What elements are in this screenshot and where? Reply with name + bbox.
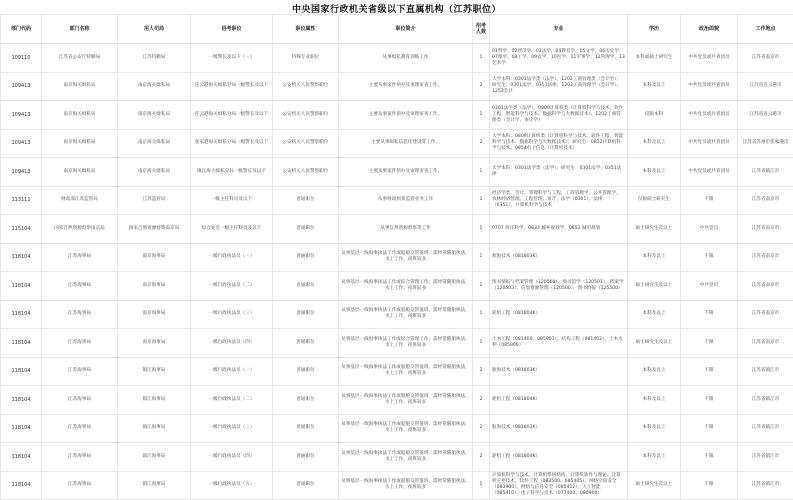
cell-education: 硕士研究生及以上 <box>628 215 681 244</box>
cell-major: 计算机科学与技术、计算机系统结构、计算机软件与理论、计算机应用技术、软件工程（083500、085405）、网络空间安全（083900）、网络与信息安全（085412）、人工智能（085410）、电子科学与技术（077400、080900） <box>490 471 628 500</box>
cell-employer-bureau: 镇江海事局 <box>118 443 191 472</box>
cell-work-location: 江苏省南京市 <box>738 329 793 358</box>
cell-position: 一级行政执法员（二） <box>191 272 273 301</box>
cell-employer-bureau: 南京海事局 <box>118 243 191 272</box>
cell-position: 一级行政执法员（三） <box>191 300 273 329</box>
table-row <box>1 186 793 215</box>
cell-major: 轮机工程（081804K） <box>490 386 628 415</box>
cell-education: 硕士研究生及以上 <box>628 272 681 301</box>
cell-department-name: 南京海关缉私局 <box>42 158 118 187</box>
cell-political-status: 不限 <box>681 386 738 415</box>
cell-position-type: 普通职位 <box>273 215 339 244</box>
cell-major: 轮机工程（081804K） <box>490 443 628 472</box>
page-title: 中央国家行政机关省级以下直属机构（江苏职位） <box>291 5 501 15</box>
cell-major: 轮机工程（081804K） <box>490 300 628 329</box>
cell-employer-bureau: 南京海关缉私局 <box>118 101 191 130</box>
cell-education: 本科或硕士研究生 <box>628 44 681 73</box>
cell-department-name: 江苏海事局 <box>42 329 118 358</box>
cell-position-description: 主要从事案件侦办及审理审查工作。 <box>339 158 473 187</box>
cell-position-description: 从事基层一线海事执法工作或综合管理工作，需经常随船执法，水上工作，夜班较多 <box>339 329 473 358</box>
cell-major: 航海技术（081803K） <box>490 357 628 386</box>
cell-headcount: 1 <box>473 300 490 329</box>
cell-position: 一级行政执法员（一） <box>191 357 273 386</box>
cell-headcount: 1 <box>473 158 490 187</box>
cell-headcount: 2 <box>473 357 490 386</box>
cell-position-description: 从事自然资源督察等工作 <box>339 215 473 244</box>
table-row <box>1 443 793 472</box>
cell-work-location: 江苏省南京市 <box>738 300 793 329</box>
cell-work-location: 江苏省连云港市 <box>738 72 793 101</box>
cell-department-name: 国家自然资源督察南京局 <box>42 215 118 244</box>
cell-headcount: 1 <box>473 243 490 272</box>
cell-position-type: 普通职位 <box>273 443 339 472</box>
cell-education: 硕士研究生及以上 <box>628 471 681 500</box>
cell-position: 一级行政执法员（四） <box>191 443 273 472</box>
cell-work-location: 江苏省南京市 <box>738 272 793 301</box>
cell-education: 硕士研究生及以上 <box>628 329 681 358</box>
cell-position-description: 从事基层一线海事执法工作或综合管理工作，需经常随船执法，水上工作，夜班较多 <box>339 272 473 301</box>
cell-headcount: 1 <box>473 215 490 244</box>
cell-political-status: 中共党员或共青团员 <box>681 72 738 101</box>
cell-employer-bureau: 南京海事局 <box>118 300 191 329</box>
cell-headcount: 1 <box>473 329 490 358</box>
cell-position-description: 从事基层一线海事执法工作或船舶交管值班，需经常随船执法，水上工作，夜班较多 <box>339 386 473 415</box>
cell-education: 仅限本科 <box>628 101 681 130</box>
cell-work-location: 江苏省南京市 <box>738 44 793 73</box>
cell-work-location: 江苏省镇江市 <box>738 471 793 500</box>
cell-employer-bureau: 南京海关缉私局 <box>118 158 191 187</box>
cell-department-name: 江苏省公安厅特勤局 <box>42 44 118 73</box>
cell-political-status: 中共党员或共青团员 <box>681 101 738 130</box>
cell-position-description: 主要从事案件侦办及审理审查工作。 <box>339 101 473 130</box>
cell-department-code: 109413 <box>1 72 42 101</box>
cell-department-name: 江苏海事局 <box>42 357 118 386</box>
header-department-name: 部门名称 <box>42 15 118 44</box>
cell-position-description: 从事基层一线海事执法工作或船舶交管值班，需经常随船执法，水上工作，夜班较多 <box>339 471 473 500</box>
table-row <box>1 386 793 415</box>
cell-employer-bureau: 南京海关缉私局 <box>118 72 191 101</box>
cell-position-description: 从事缉私教育训练工作 <box>339 44 473 73</box>
cell-major: 0707 海洋科学、0833 城乡规划学、0853 城市规划 <box>490 215 628 244</box>
cell-work-location: 江苏省苏州市张家港市 <box>738 129 793 158</box>
cell-position-description: 从事基层一线海事执法工作或船舶交管值班，需经常随船执法，水上工作，夜班较多 <box>339 357 473 386</box>
cell-department-name: 江苏海事局 <box>42 386 118 415</box>
cell-position: 连云港海关缉私分局一级警长及以下 <box>191 101 273 130</box>
cell-work-location: 江苏省镇江市 <box>738 357 793 386</box>
cell-position: 一级行政执法员（二） <box>191 386 273 415</box>
cell-position: 一级主任科员及以下 <box>191 186 273 215</box>
cell-department-name: 江苏海事局 <box>42 414 118 443</box>
cell-education: 本科及以上 <box>628 443 681 472</box>
cell-major: 大学本科：0301法学类（法学）、1202工商管理类（会计学）；研究生：0301法学、0351法律、1202工商管理学（会计学）、1253会计 <box>490 72 628 101</box>
cell-position: 一级行政执法员（五） <box>191 471 273 500</box>
cell-political-status: 不限 <box>681 414 738 443</box>
cell-major: 01哲学、02经济学、03法学、04教育学、05文学、06历史学、07理学、08工学、09农学、10医学、11军事学、12管理学、13艺术学 <box>490 44 628 73</box>
cell-work-location: 江苏省南京市 <box>738 243 793 272</box>
cell-department-name: 江苏海事局 <box>42 443 118 472</box>
cell-position: 连云港海关缉私分局一级警长及以下 <box>191 72 273 101</box>
cell-position-type: 公安机关人民警察职位 <box>273 72 339 101</box>
header-position-type: 职位属性 <box>273 15 339 44</box>
cell-department-code: 118104 <box>1 386 42 415</box>
table-row <box>1 72 793 101</box>
cell-political-status: 不限 <box>681 300 738 329</box>
header-position: 招考职位 <box>191 15 273 44</box>
cell-department-name: 财政部江苏监管局 <box>42 186 118 215</box>
cell-education: 本科及以上 <box>628 72 681 101</box>
cell-employer-bureau: 南京海事局 <box>118 272 191 301</box>
cell-position-type: 普通职位 <box>273 272 339 301</box>
positions-table <box>0 14 793 500</box>
cell-major: 图书情报与档案管理（120500）、图书馆学（120501）、档案学（120503）、信息资源管理（120500）、图书情报（125500） <box>490 272 628 301</box>
cell-employer-bureau: 江苏监管局 <box>118 186 191 215</box>
cell-position-type: 普通职位 <box>273 414 339 443</box>
cell-employer-bureau: 镇江海事局 <box>118 414 191 443</box>
cell-political-status: 中共党员或共青团员 <box>681 158 738 187</box>
table-row <box>1 101 793 130</box>
cell-employer-bureau: 镇江海事局 <box>118 357 191 386</box>
cell-headcount: 2 <box>473 386 490 415</box>
cell-position-description: 从事基层一线海事执法工作或船舶交管值班，需经常随船执法，水上工作，夜班较多 <box>339 243 473 272</box>
cell-education: 本科及以上 <box>628 300 681 329</box>
cell-headcount: 2 <box>473 129 490 158</box>
table-row <box>1 357 793 386</box>
cell-department-code: 118104 <box>1 357 42 386</box>
cell-headcount: 1 <box>473 471 490 500</box>
cell-position-description: 从事财政预算监管业务工作 <box>339 186 473 215</box>
cell-department-code: 118104 <box>1 471 42 500</box>
cell-position-type: 普通职位 <box>273 471 339 500</box>
table-row <box>1 329 793 358</box>
cell-headcount: 1 <box>473 101 490 130</box>
cell-department-code: 118104 <box>1 272 42 301</box>
cell-employer-bureau: 镇江海事局 <box>118 386 191 415</box>
cell-education: 仅限硕士研究生 <box>628 186 681 215</box>
cell-position: 镇江海关缉私分局一级警长及以下 <box>191 158 273 187</box>
cell-work-location: 江苏省南京市 <box>738 186 793 215</box>
cell-position-type: 普通职位 <box>273 300 339 329</box>
cell-work-location: 江苏省镇江市 <box>738 386 793 415</box>
cell-employer-bureau: 南京海关缉私局 <box>118 129 191 158</box>
cell-department-name: 南京海关缉私局 <box>42 72 118 101</box>
header-major: 专业 <box>490 15 628 44</box>
cell-work-location: 江苏省连云港市 <box>738 101 793 130</box>
cell-political-status: 不限 <box>681 243 738 272</box>
cell-education: 本科及以上 <box>628 129 681 158</box>
cell-political-status: 中共党员或共青团员 <box>681 129 738 158</box>
cell-department-name: 江苏海事局 <box>42 272 118 301</box>
cell-department-name: 江苏海事局 <box>42 243 118 272</box>
table-row <box>1 44 793 73</box>
cell-major: 经济学类、会计、管理科学与工程、工商管理学、公共管理学、农林经济管理、工程管理、审计、法学（0301）、法律（0351）、计算机科学与技术 <box>490 186 628 215</box>
table-row <box>1 471 793 500</box>
cell-position-type: 普通职位 <box>273 243 339 272</box>
cell-political-status: 不限 <box>681 443 738 472</box>
cell-position: 综合处室一级主任科员及以下 <box>191 215 273 244</box>
cell-position-type: 特殊专业职位 <box>273 44 339 73</box>
cell-position-description: 从事基层一线海事执法工作或船舶交管值班，需经常随船执法，水上工作，夜班较多 <box>339 443 473 472</box>
cell-headcount: 2 <box>473 443 490 472</box>
header-education: 学历 <box>628 15 681 44</box>
cell-major: 土木工程（081400、085901）、结构工程（081402）、土木水利（085900） <box>490 329 628 358</box>
cell-position-type: 普通职位 <box>273 386 339 415</box>
cell-department-name: 南京海关缉私局 <box>42 101 118 130</box>
table-row <box>1 243 793 272</box>
cell-position-description: 从事基层一线海事执法工作或船舶交管值班，需经常随船执法，水上工作，夜班较多 <box>339 300 473 329</box>
header-department-code: 部门代码 <box>1 15 42 44</box>
cell-political-status: 中共党员 <box>681 272 738 301</box>
cell-position-type: 公安机关人民警察职位 <box>273 158 339 187</box>
cell-department-name: 南京海关缉私局 <box>42 129 118 158</box>
header-political-status: 政治面貌 <box>681 15 738 44</box>
table-row <box>1 272 793 301</box>
cell-education: 本科及以上 <box>628 243 681 272</box>
cell-work-location: 江苏省镇江市 <box>738 414 793 443</box>
cell-headcount: 2 <box>473 72 490 101</box>
cell-employer-bureau: 镇江海事局 <box>118 471 191 500</box>
cell-department-code: 113111 <box>1 186 42 215</box>
cell-position: 一级行政执法员（三） <box>191 414 273 443</box>
cell-department-name: 江苏海事局 <box>42 300 118 329</box>
cell-department-code: 109413 <box>1 101 42 130</box>
cell-position-type: 普通职位 <box>273 329 339 358</box>
cell-headcount: 1 <box>473 186 490 215</box>
cell-headcount: 1 <box>473 272 490 301</box>
cell-position: 一级行政执法员（四） <box>191 329 273 358</box>
cell-employer-bureau: 南京海事局 <box>118 329 191 358</box>
header-employer-bureau: 用人司局 <box>118 15 191 44</box>
cell-position-type: 普通职位 <box>273 186 339 215</box>
cell-position: 一级行政执法员（一） <box>191 243 273 272</box>
cell-major: 大学本科：0301法学类（法学）；研究生：0301法学、0351法律 <box>490 158 628 187</box>
cell-position-description: 主要从事缉私信息化建设等工作。 <box>339 129 473 158</box>
table-header-row <box>1 15 793 44</box>
cell-employer-bureau: 江苏特勤局 <box>118 44 191 73</box>
header-position-description: 职位简介 <box>339 15 473 44</box>
cell-education: 本科及以上 <box>628 386 681 415</box>
cell-headcount: 1 <box>473 44 490 73</box>
cell-education: 本科及以上 <box>628 414 681 443</box>
cell-major: 航海技术（081803K） <box>490 243 628 272</box>
cell-work-location: 江苏省镇江市 <box>738 158 793 187</box>
cell-department-code: 109413 <box>1 129 42 158</box>
cell-work-location: 江苏省南京市 <box>738 215 793 244</box>
cell-department-code: 115104 <box>1 215 42 244</box>
cell-education: 本科及以上 <box>628 158 681 187</box>
cell-position: 张家港海关缉私分局一级警长及以下 <box>191 129 273 158</box>
table-row <box>1 158 793 187</box>
header-work-location: 工作地点 <box>738 15 793 44</box>
cell-political-status: 中共党员或共青团员 <box>681 44 738 73</box>
cell-department-code: 118104 <box>1 243 42 272</box>
cell-department-code: 118104 <box>1 300 42 329</box>
table-body <box>1 44 793 500</box>
cell-department-code: 109110 <box>1 44 42 73</box>
table-row <box>1 300 793 329</box>
cell-department-code: 118104 <box>1 443 42 472</box>
cell-position-type: 公安机关人民警察职位 <box>273 129 339 158</box>
table-row <box>1 215 793 244</box>
cell-position-description: 从事基层一线海事执法工作或船舶交管值班，需经常随船执法，水上工作，夜班较多 <box>339 414 473 443</box>
cell-political-status: 不限 <box>681 471 738 500</box>
cell-work-location: 江苏省镇江市 <box>738 443 793 472</box>
cell-position: 一级警长及以下（一） <box>191 44 273 73</box>
cell-education: 本科及以上 <box>628 357 681 386</box>
cell-major: 大学本科：0809计算机类（计算机科学与技术、软件工程、智能科学与技术、数据科学与大数据技术）；研究生：0812计算机科学与技术、0854电子信息（计算机技术） <box>490 129 628 158</box>
cell-department-code: 118104 <box>1 329 42 358</box>
cell-major: 航海技术（081803K） <box>490 414 628 443</box>
cell-political-status: 中共党员 <box>681 215 738 244</box>
cell-department-code: 118104 <box>1 414 42 443</box>
table-row <box>1 414 793 443</box>
table-row <box>1 129 793 158</box>
cell-political-status: 不限 <box>681 357 738 386</box>
cell-position-type: 公安机关人民警察职位 <box>273 101 339 130</box>
cell-department-code: 109413 <box>1 158 42 187</box>
cell-employer-bureau: 国家自然资源督察南京局 <box>118 215 191 244</box>
cell-headcount: 2 <box>473 414 490 443</box>
header-headcount: 招考人数 <box>473 15 490 44</box>
cell-position-description: 主要从事案件侦办及审理审查工作。 <box>339 72 473 101</box>
cell-political-status: 不限 <box>681 329 738 358</box>
cell-position-type: 普通职位 <box>273 357 339 386</box>
cell-department-name: 江苏海事局 <box>42 471 118 500</box>
cell-political-status: 不限 <box>681 186 738 215</box>
cell-major: 0301法学类（法学）、0809计算机类（计算机科学与技术、软件工程、智能科学与技术、数据科学与大数据技术）、1202工商管理类（会计学、审计学） <box>490 101 628 130</box>
